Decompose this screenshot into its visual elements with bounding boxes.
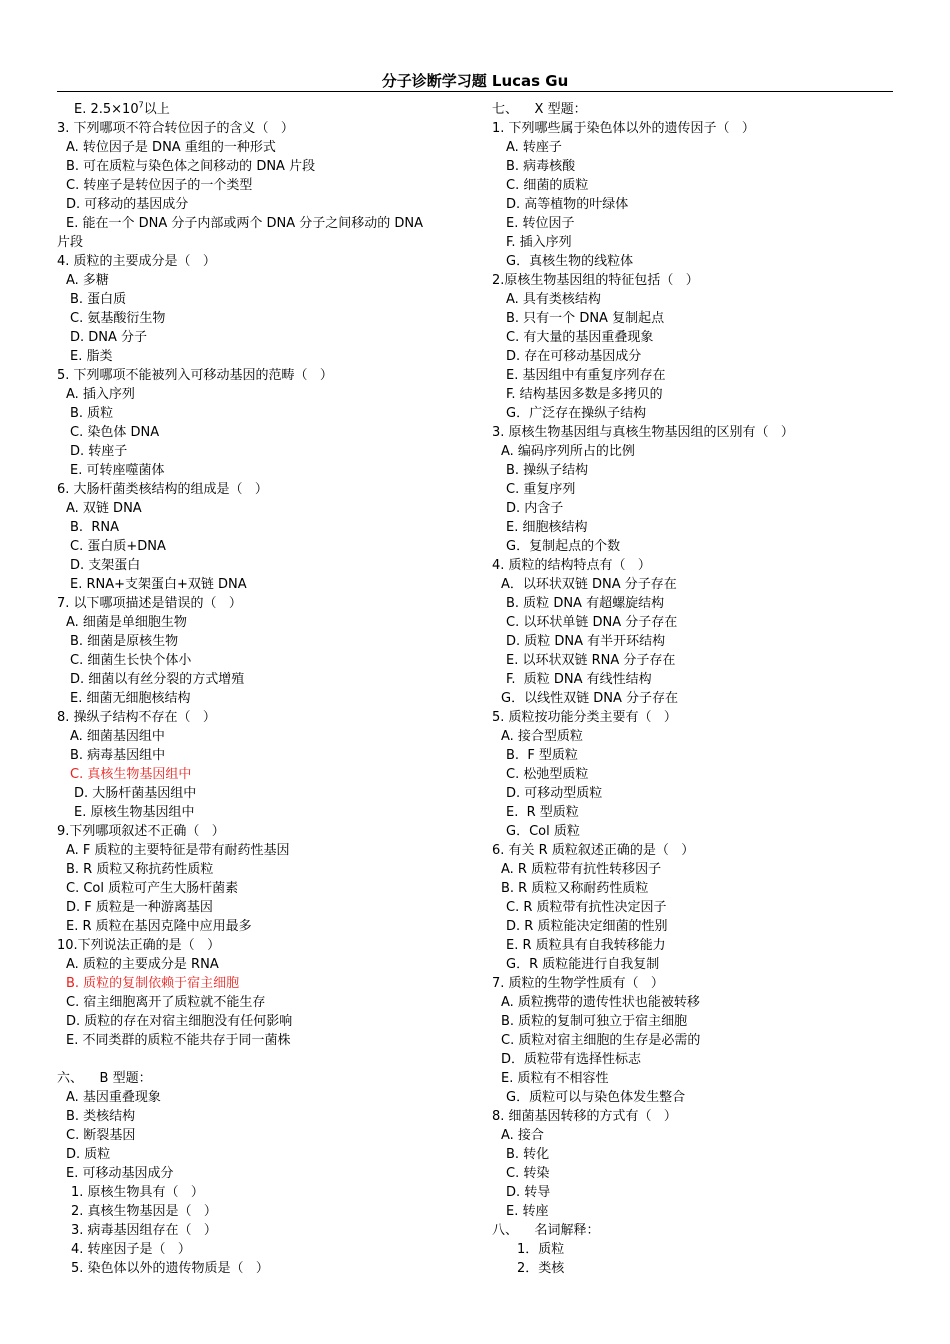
option-line: E. 可移动基因成分 [66,1166,174,1181]
option-line: C. 细菌生长快个体小 [70,653,192,668]
option-line: A. 编码序列所占的比例 [501,444,635,459]
option-line: B. RNA [70,520,119,535]
question-line: 2. 真核生物基因是（ ） [71,1204,217,1219]
option-line: A. 质粒携带的遗传性状也能被转移 [501,995,700,1010]
question-line: 4. 转座因子是（ ） [71,1242,191,1257]
option-line: D. F 质粒是一种游离基因 [66,900,213,915]
option-line: E. 原核生物基因组中 [74,805,195,820]
option-line: E. 不同类群的质粒不能共存于同一菌株 [66,1033,291,1048]
option-line: A. 基因重叠现象 [66,1090,161,1105]
option-line: D. DNA 分子 [70,330,148,345]
question-line: 2.原核生物基因组的特征包括（ ） [492,273,699,288]
option-line: E. 脂类 [70,349,113,364]
option-line: A. F 质粒的主要特征是带有耐药性基因 [66,843,290,858]
option-line: G．以线性双链 DNA 分子存在 [501,691,678,706]
option-line: D. 质粒的存在对宿主细胞没有任何影响 [66,1014,293,1029]
option-line: D. 高等植物的叶绿体 [506,197,629,212]
option-line: G．复制起点的个数 [506,539,621,554]
option-line: B. 蛋白质 [70,292,127,307]
option-line: D. 可移动的基因成分 [66,197,189,212]
question-line: 3. 病毒基因组存在（ ） [71,1223,217,1238]
option-line: F. 插入序列 [506,235,572,250]
option-line: E. R 型质粒 [506,805,579,820]
question-line: 2．类核 [517,1261,565,1276]
option-line: E. $2.5\times 10^7$以上 [74,100,170,117]
option-line: E. 能在一个 DNA 分子内部或两个 DNA 分子之间移动的 DNA [66,216,424,231]
page-title: 分子诊断学习题 Lucas Gu [381,72,569,90]
question-line: 10.下列说法正确的是（ ） [57,938,221,953]
option-line: D. 质粒 [66,1147,111,1162]
option-line: A. 细菌基因组中 [70,729,165,744]
option-line: E. 基因组中有重复序列存在 [506,368,666,383]
option-line: A. 细菌是单细胞生物 [66,615,187,630]
option-line: E. R 质粒在基因克隆中应用最多 [66,919,252,934]
option-line: E. RNA+支架蛋白+双链 DNA [70,577,247,592]
option-line: C. R 质粒带有抗性决定因子 [506,900,667,915]
option-line: D. 转座子 [70,444,128,459]
right-column [492,100,892,1278]
option-line: G．Col 质粒 [506,824,580,839]
option-line: A. 转位因子是 DNA 重组的一种形式 [66,140,276,155]
option-line: F. 结构基因多数是多拷贝的 [506,387,663,402]
option-line: E. 细菌无细胞核结构 [70,691,191,706]
question-line: 4. 质粒的结构特点有（ ） [492,558,651,573]
option-line: D. 可移动型质粒 [506,786,603,801]
option-line: C. 蛋白质+DNA [70,539,166,554]
question-line: 6. 有关 R 质粒叙述正确的是（ ） [492,843,695,858]
option-line: D. 细菌以有丝分裂的方式增殖 [70,672,245,687]
option-line: C. 宿主细胞离开了质粒就不能生存 [66,995,266,1010]
option-line: F. 质粒 DNA 有线性结构 [506,672,652,687]
question-line: 1. 下列哪些属于染色体以外的遗传因子（ ） [492,121,755,136]
question-line: 5. 下列哪项不能被列入可移动基因的范畴（ ） [57,368,333,383]
answer-highlight-line: B. 质粒的复制依赖于宿主细胞 [66,976,240,991]
section-heading: 七、 X 型题： [492,102,587,117]
question-line: 1. 原核生物具有（ ） [71,1185,204,1200]
question-line: 1．质粒 [517,1242,565,1257]
option-line: E. 以环状双链 RNA 分子存在 [506,653,676,668]
question-line: 4. 质粒的主要成分是（ ） [57,254,216,269]
question-line: 3. 原核生物基因组与真核生物基因组的区别有（ ） [492,425,794,440]
option-line: C. 以环状单链 DNA 分子存在 [506,615,678,630]
question-line: 5. 质粒按功能分类主要有（ ） [492,710,677,725]
blank-line [57,1050,462,1069]
option-line: G．广泛存在操纵子结构 [506,406,647,421]
option-line: C. 质粒对宿主细胞的生存是必需的 [501,1033,701,1048]
option-line: A. 接合 [501,1128,544,1143]
option-line: B. 质粒 [70,406,114,421]
option-line: B. 细菌是原核生物 [70,634,179,649]
option-line: E. 可转座噬菌体 [70,463,165,478]
option-line: B. 可在质粒与染色体之间移动的 DNA 片段 [66,159,316,174]
option-line: B. 质粒 DNA 有超螺旋结构 [506,596,665,611]
question-line: 8. 操纵子结构不存在（ ） [57,710,216,725]
option-line: B. 质粒的复制可独立于宿主细胞 [501,1014,688,1029]
option-line: G．R 质粒能进行自我复制 [506,957,660,972]
option-line: C. 松弛型质粒 [506,767,589,782]
option-line: D. 质粒 DNA 有半开环结构 [506,634,666,649]
option-line: C. 断裂基因 [66,1128,136,1143]
option-line: G．真核生物的线粒体 [506,254,634,269]
option-line: A. 转座子 [506,140,562,155]
option-line: C. 染色体 DNA [70,425,160,440]
option-line: E. 细胞核结构 [506,520,588,535]
section-heading: 六、 B 型题： [57,1071,152,1086]
option-line: D. 内含子 [506,501,564,516]
option-line: A. 双链 DNA [66,501,142,516]
option-line: D. 转导 [506,1185,551,1200]
option-line: E. R 质粒具有自我转移能力 [506,938,666,953]
header-rule [57,91,893,92]
section-heading: 八、 名词解释： [492,1223,600,1238]
option-line: C. 有大量的基因重叠现象 [506,330,654,345]
option-line: C. 转染 [506,1166,550,1181]
option-line: D．质粒带有选择性标志 [501,1052,642,1067]
answer-highlight-line: C. 真核生物基因组中 [70,767,192,782]
question-line: 6. 大肠杆菌类核结构的组成是（ ） [57,482,268,497]
option-line: D. R 质粒能决定细菌的性别 [506,919,668,934]
option-line: A. 接合型质粒 [501,729,583,744]
option-line: A. 质粒的主要成分是 RNA [66,957,219,972]
option-line: C. 细菌的质粒 [506,178,589,193]
option-line: B. R 质粒又称耐药性质粒 [501,881,649,896]
option-line: B. R 质粒又称抗药性质粒 [66,862,214,877]
option-line: B. 类核结构 [66,1109,136,1124]
question-line: 9.下列哪项叙述不正确（ ） [57,824,225,839]
option-line: D. 大肠杆菌基因组中 [74,786,197,801]
option-line: G．质粒可以与染色体发生整合 [506,1090,686,1105]
option-line: C. Col 质粒可产生大肠杆菌素 [66,881,239,896]
question-line: 7. 质粒的生物学性质有（ ） [492,976,664,991]
option-line: B. 操纵子结构 [506,463,589,478]
option-line: A. R 质粒带有抗性转移因子 [501,862,662,877]
option-line: D. 存在可移动基因成分 [506,349,642,364]
question-line: 5. 染色体以外的遗传物质是（ ） [71,1261,269,1276]
option-line: B. 只有一个 DNA 复制起点 [506,311,665,326]
option-line: B. 转化 [506,1147,550,1162]
question-line: 8. 细菌基因转移的方式有（ ） [492,1109,677,1124]
option-line: B. F 型质粒 [506,748,578,763]
option-line: A．以环状双链 DNA 分子存在 [501,577,677,592]
option-line: E. 转位因子 [506,216,575,231]
option-line: C. 重复序列 [506,482,576,497]
option-line-continued: 片段 [57,235,84,250]
option-line: B. 病毒核酸 [506,159,576,174]
option-line: D. 支架蛋白 [70,558,141,573]
question-line: 3. 下列哪项不符合转位因子的含义（ ） [57,121,294,136]
option-line: E. 转座 [506,1204,549,1219]
option-line: E. 质粒有不相容性 [501,1071,609,1086]
option-line: A. 具有类核结构 [506,292,601,307]
option-line: A. 多糖 [66,273,109,288]
question-line: 7. 以下哪项描述是错误的（ ） [57,596,242,611]
option-line: A. 插入序列 [66,387,135,402]
option-line: B. 病毒基因组中 [70,748,166,763]
option-line: C. 转座子是转位因子的一个类型 [66,178,253,193]
option-line: C. 氨基酸衍生物 [70,311,166,326]
left-column [57,100,462,1278]
